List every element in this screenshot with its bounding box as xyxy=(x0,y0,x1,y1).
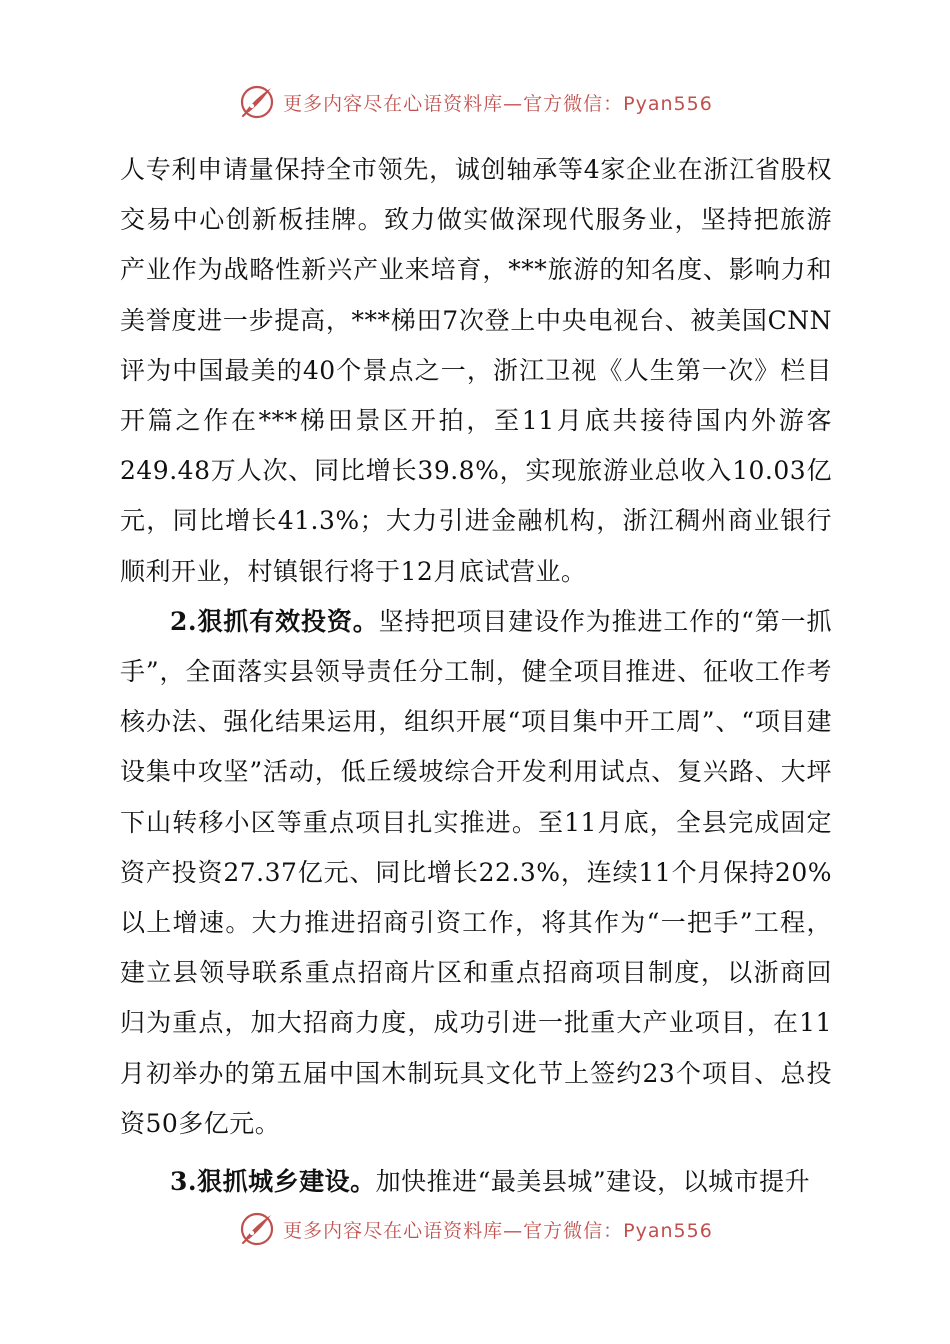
paragraph-lead: 2.狠抓有效投资。 xyxy=(170,606,379,636)
paragraph xyxy=(120,597,832,1149)
watermark-text: 更多内容尽在心语资料库—官方微信：Pyan556 xyxy=(283,1219,713,1242)
quill-pen-icon xyxy=(237,82,277,122)
paragraph-text: 加快推进“最美县城”建设，以城市提升 xyxy=(375,1167,811,1197)
paragraph-text: 人专利申请量保持全市领先，诚创轴承等4家企业在浙江省股权交易中心创新板挂牌。致力做实做深现代服务业，坚持把旅游产业作为战略性新兴产业来培育，***旅游的知名度、影响力和美誉度进一步提高，***梯田7次登上中央电视台、被美国CNN评为中国最美的40个景点之一，浙江卫视《人生第一次》栏目开篇之作在***梯田景区开拍，至11月底共接待国内外游客249.48万人次、同比增长39.8%，实现旅游业总收入10.03亿元，同比增长41.3%；大力引进金融机构，浙江稠州商业银行顺利开业，村镇银行将于12月底试营业。 xyxy=(120,155,832,586)
quill-pen-icon xyxy=(237,1209,277,1249)
footer-watermark xyxy=(0,1207,950,1251)
paragraph xyxy=(120,145,832,597)
paragraph xyxy=(120,1157,832,1207)
header-watermark xyxy=(0,80,950,124)
document-body xyxy=(120,145,832,1207)
paragraph-lead: 3.狠抓城乡建设。 xyxy=(170,1167,376,1197)
watermark-text: 更多内容尽在心语资料库—官方微信：Pyan556 xyxy=(283,92,713,115)
paragraph-text: 坚持把项目建设作为推进工作的“第一抓手”，全面落实县领导责任分工制，健全项目推进、征收工作考核办法、强化结果运用，组织开展“项目集中开工周”、“项目建设集中攻坚”活动，低丘缓坡综合开发利用试点、复兴路、大坪下山转移小区等重点项目扎实推进。至11月底，全县完成固定资产投资27.37亿元、同比增长22.3%，连续11个月保持20%以上增速。大力推进招商引资工作，将其作为“一把手”工程，建立县领导联系重点招商片区和重点招商项目制度，以浙商回归为重点，加大招商力度，成功引进一批重大产业项目，在11月初举办的第五届中国木制玩具文化节上签约23个项目、总投资50多亿元。 xyxy=(120,606,832,1138)
